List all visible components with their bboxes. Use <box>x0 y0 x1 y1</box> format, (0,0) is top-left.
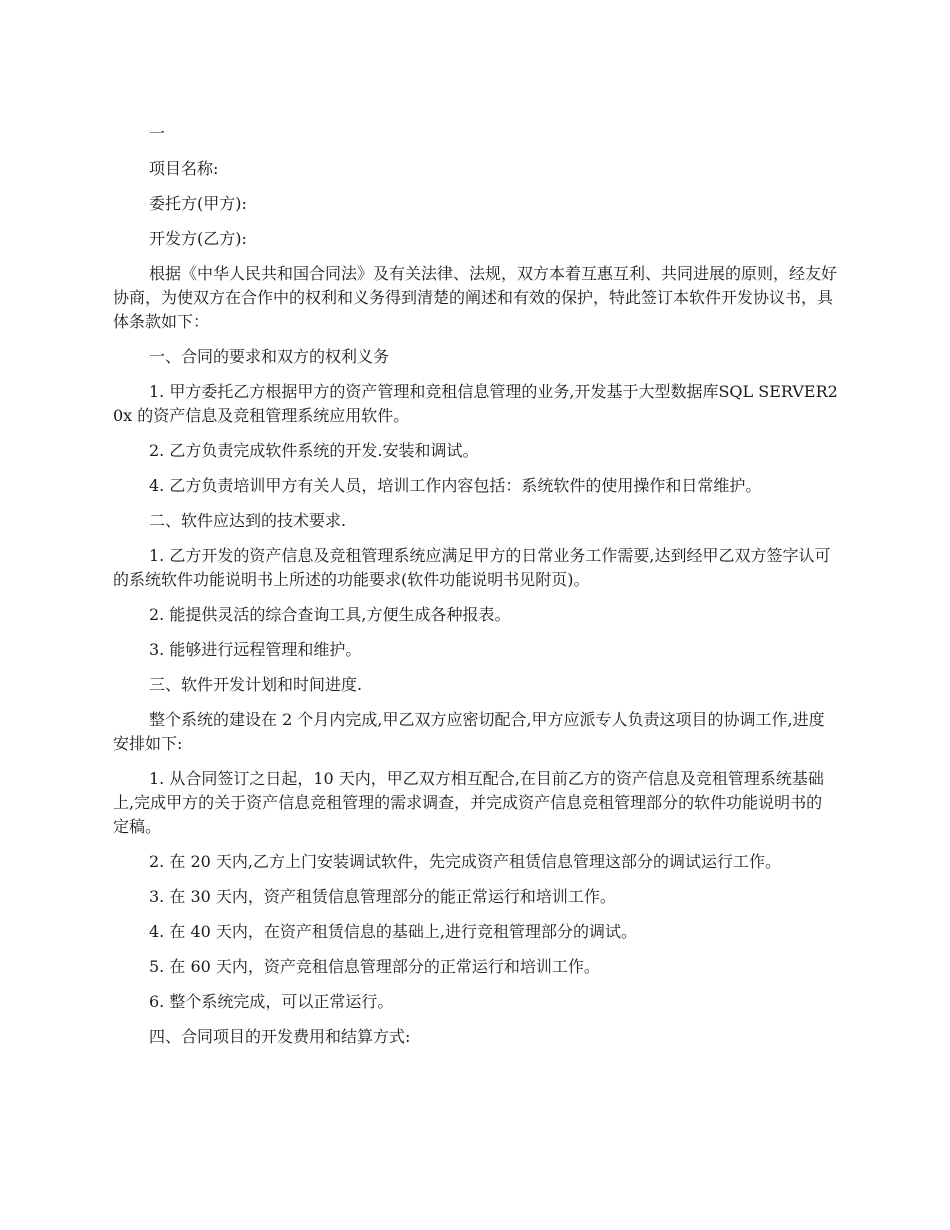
preamble-paragraph: 根据《中华人民共和国合同法》及有关法律、法规，双方本着互惠互利、共同进展的原则，经友好协商，为使双方在合作中的权利和义务得到清楚的阐述和有效的保护，特此签订本软件开发协议书，具体条款如下： <box>113 264 838 331</box>
section-heading-3: 三、软件开发计划和时间进度. <box>149 675 363 694</box>
clause-1-2: 2. 乙方负责完成软件系统的开发.安装和调试。 <box>149 441 479 460</box>
clause-3-6: 6. 整个系统完成，可以正常运行。 <box>149 992 394 1011</box>
clause-3-1: 1. 从合同签订之日起，10 天内，甲乙双方相互配合,在目前乙方的资产信息及竞租管理系统基础上,完成甲方的关于资产信息竞租管理的需求调查，并完成资产信息竞租管理部分的软件功能说明书的定稿。 <box>113 769 824 836</box>
section-heading-1: 一、合同的要求和双方的权利义务 <box>149 347 390 366</box>
document-page <box>113 122 838 1060</box>
project-name-label: 项目名称: <box>149 159 219 178</box>
section-marker: 一 <box>149 124 166 143</box>
clause-2-3: 3. 能够进行远程管理和维护。 <box>149 640 362 659</box>
clause-3-5: 5. 在 60 天内，资产竞租信息管理部分的正常运行和培训工作。 <box>149 957 600 976</box>
section-heading-4: 四、合同项目的开发费用和结算方式: <box>149 1027 411 1046</box>
party-b-label: 开发方(乙方): <box>149 229 247 248</box>
clause-1-4: 4. 乙方负责培训甲方有关人员，培训工作内容包括：系统软件的使用操作和日常维护。 <box>149 476 762 495</box>
clause-3-2: 2. 在 20 天内,乙方上门安装调试软件，先完成资产租赁信息管理这部分的调试运行工作。 <box>149 852 781 871</box>
party-a-label: 委托方(甲方): <box>149 194 247 213</box>
clause-2-2: 2. 能提供灵活的综合查询工具,方便生成各种报表。 <box>149 605 511 624</box>
schedule-intro-paragraph: 整个系统的建设在 2 个月内完成,甲乙双方应密切配合,甲方应派专人负责这项目的协调工作,进度安排如下: <box>113 710 825 753</box>
section-heading-2: 二、软件应达到的技术要求. <box>149 511 347 530</box>
clause-1-1: 1. 甲方委托乙方根据甲方的资产管理和竞租信息管理的业务,开发基于大型数据库SQL SERVER20x 的资产信息及竞租管理系统应用软件。 <box>113 382 838 425</box>
clause-3-3: 3. 在 30 天内，资产租赁信息管理部分的能正常运行和培训工作。 <box>149 887 616 906</box>
clause-2-1: 1. 乙方开发的资产信息及竞租管理系统应满足甲方的日常业务工作需要,达到经甲乙双方签字认可的系统软件功能说明书上所述的功能要求(软件功能说明书见附页)。 <box>113 546 831 589</box>
clause-3-4: 4. 在 40 天内，在资产租赁信息的基础上,进行竞租管理部分的调试。 <box>149 922 637 941</box>
